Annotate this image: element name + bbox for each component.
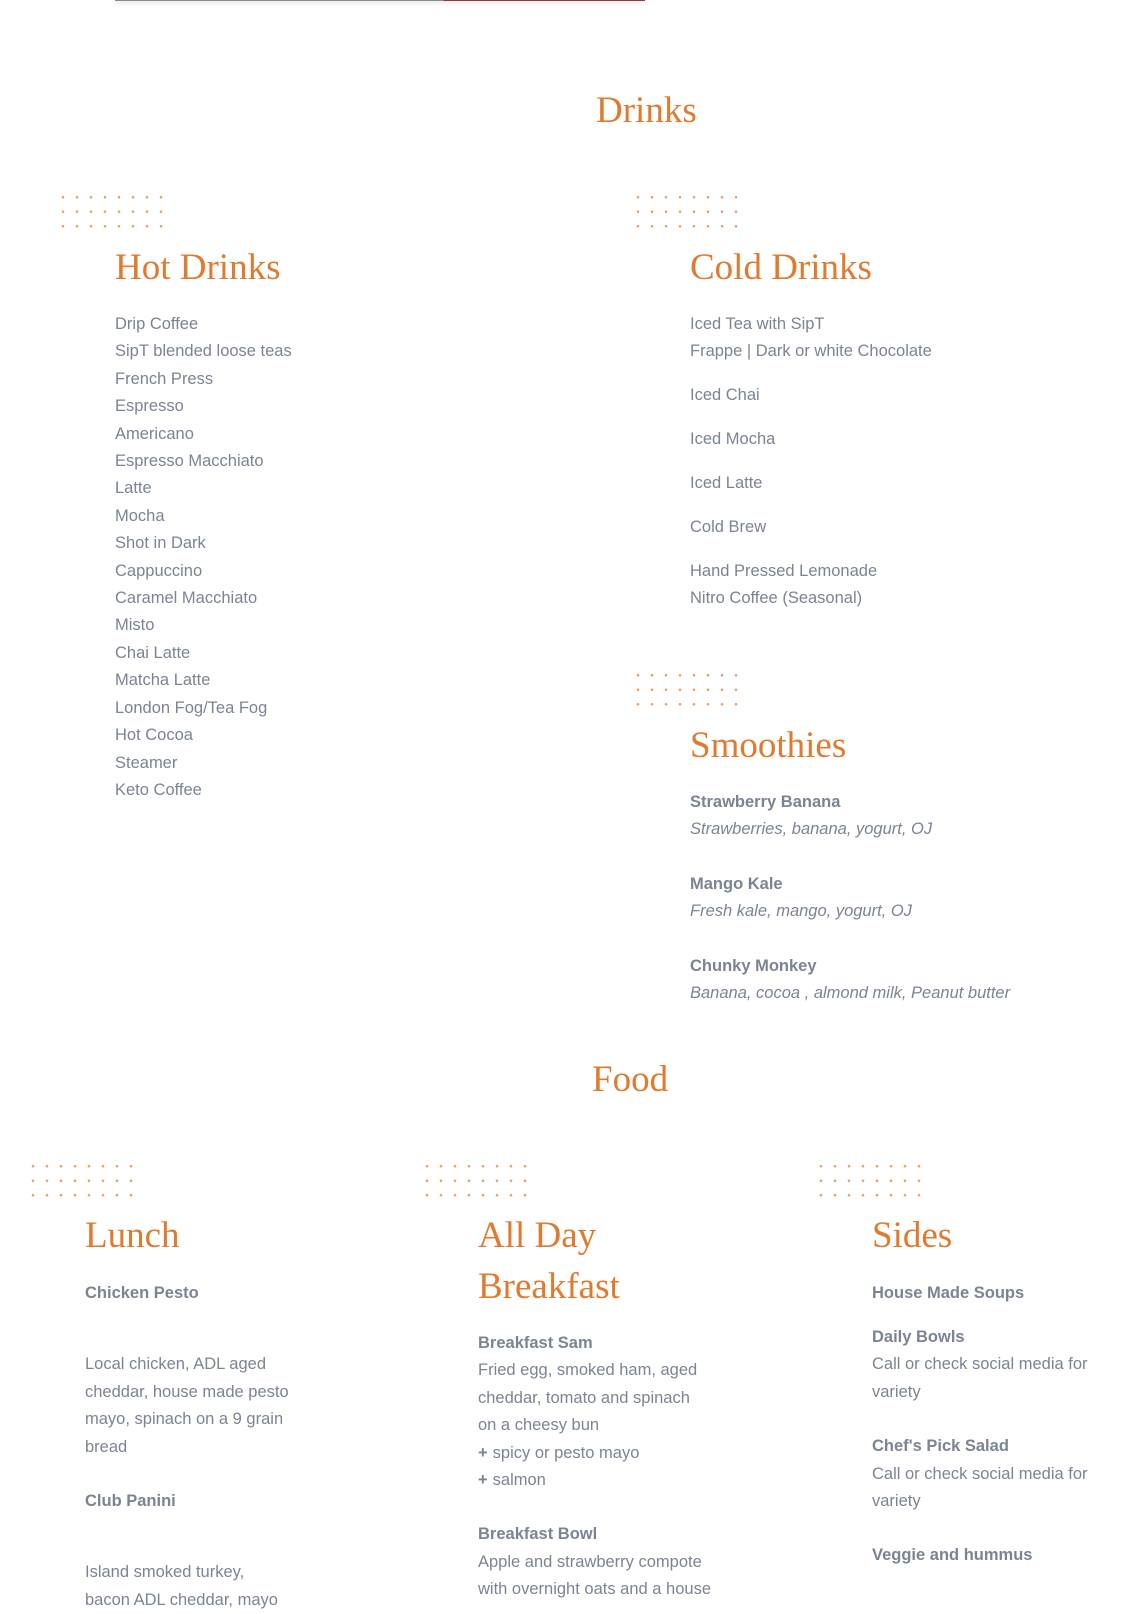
menu-item-addon: + salmon xyxy=(478,1471,546,1490)
list-item: Chai Latte xyxy=(115,643,191,662)
menu-item-desc: variety xyxy=(872,1491,921,1510)
list-item: Espresso Macchiato xyxy=(115,452,264,471)
menu-item-desc: Fried egg, smoked ham, aged xyxy=(478,1361,698,1380)
smoothie-name: Chunky Monkey xyxy=(690,956,817,975)
list-item: Misto xyxy=(115,616,155,635)
list-item: Iced Tea with SipT xyxy=(690,315,825,333)
dots-decoration-hot xyxy=(56,190,172,238)
menu-item-desc: Island smoked turkey, xyxy=(85,1563,245,1582)
list-item: Americano xyxy=(115,424,194,443)
menu-item-desc: cheddar, house made pesto xyxy=(85,1382,289,1401)
hot-drinks-list xyxy=(115,311,292,804)
list-item: Hot Cocoa xyxy=(115,726,193,745)
dots-decoration-smoothies xyxy=(631,668,747,716)
list-item: SipT blended loose teas xyxy=(115,342,292,361)
plus-icon: + xyxy=(478,1471,488,1490)
food-title: Food xyxy=(592,1059,669,1100)
list-item: London Fog/Tea Fog xyxy=(115,698,268,717)
list-item: Cappuccino xyxy=(115,561,203,580)
list-item: Iced Latte xyxy=(690,474,763,493)
list-item: Caramel Macchiato xyxy=(115,589,258,608)
menu-item-desc: with overnight oats and a house xyxy=(478,1580,711,1599)
list-item: Frappe | Dark or white Chocolate xyxy=(690,342,932,361)
menu-item-desc: Call or check social media for xyxy=(872,1355,1088,1374)
list-item: Iced Chai xyxy=(690,386,760,405)
smoothie-desc: Fresh kale, mango, yogurt, OJ xyxy=(690,902,912,921)
sides-heading: Sides xyxy=(872,1215,953,1256)
menu-item-desc: variety xyxy=(872,1382,921,1401)
smoothies-heading: Smoothies xyxy=(690,725,847,766)
cold-drinks-heading: Cold Drinks xyxy=(690,247,872,288)
list-item: Cold Brew xyxy=(690,518,767,537)
menu-item-desc: cheddar, tomato and spinach xyxy=(478,1388,690,1407)
menu-item-name: Club Panini xyxy=(85,1492,176,1511)
hot-drinks-heading: Hot Drinks xyxy=(115,247,281,288)
menu-item-desc: bacon ADL cheddar, mayo xyxy=(85,1590,278,1609)
list-item: Mocha xyxy=(115,506,165,525)
breakfast-list xyxy=(478,1330,711,1604)
list-item: Shot in Dark xyxy=(115,534,206,553)
menu-item-name: House Made Soups xyxy=(872,1284,1025,1302)
cold-drinks-list xyxy=(690,311,932,613)
list-item: Drip Coffee xyxy=(115,315,199,333)
dots-decoration-breakfast xyxy=(420,1159,536,1207)
menu-item-name: Chicken Pesto xyxy=(85,1284,199,1302)
smoothie-desc: Strawberries, banana, yogurt, OJ xyxy=(690,820,933,839)
plus-icon: + xyxy=(478,1443,488,1462)
menu-item-desc: bread xyxy=(85,1437,128,1456)
menu-item-addon: + spicy or pesto mayo xyxy=(478,1443,640,1462)
smoothie-desc: Banana, cocoa , almond milk, Peanut butter xyxy=(690,984,1011,1003)
smoothie-name: Strawberry Banana xyxy=(690,793,841,811)
breakfast-heading xyxy=(478,1210,620,1312)
menu-item-name: Chef's Pick Salad xyxy=(872,1437,1009,1456)
menu-item-name: Daily Bowls xyxy=(872,1327,965,1346)
menu-item-desc: on a cheesy bun xyxy=(478,1416,600,1435)
menu-item-name: Breakfast Sam xyxy=(478,1334,593,1352)
heading-line: All Day xyxy=(478,1215,597,1256)
menu-item-desc: Local chicken, ADL aged xyxy=(85,1355,267,1374)
smoothie-name: Mango Kale xyxy=(690,874,783,893)
menu-item-name: Breakfast Bowl xyxy=(478,1525,598,1544)
list-item: Keto Coffee xyxy=(115,780,202,799)
dots-decoration-lunch xyxy=(26,1159,142,1207)
drinks-title: Drinks xyxy=(596,90,697,131)
list-item: Nitro Coffee (Seasonal) xyxy=(690,589,863,608)
heading-line: Breakfast xyxy=(478,1266,620,1307)
list-item: Matcha Latte xyxy=(115,671,211,690)
list-item: Espresso xyxy=(115,397,184,416)
sides-list xyxy=(872,1280,1088,1570)
menu-item-name: Veggie and hummus xyxy=(872,1546,1033,1565)
top-image-edge xyxy=(115,0,645,1)
smoothies-list xyxy=(690,789,1010,1007)
dots-decoration-sides xyxy=(814,1159,930,1207)
menu-item-desc: Call or check social media for xyxy=(872,1464,1088,1483)
list-item: Steamer xyxy=(115,753,178,772)
dots-decoration-cold xyxy=(631,190,747,238)
menu-item-desc: Apple and strawberry compote xyxy=(478,1552,702,1571)
list-item: Hand Pressed Lemonade xyxy=(690,561,878,580)
list-item: French Press xyxy=(115,369,214,388)
lunch-list xyxy=(85,1280,289,1614)
list-item: Latte xyxy=(115,479,152,498)
list-item: Iced Mocha xyxy=(690,430,776,449)
menu-item-desc: mayo, spinach on a 9 grain xyxy=(85,1410,284,1429)
lunch-heading: Lunch xyxy=(85,1215,180,1256)
